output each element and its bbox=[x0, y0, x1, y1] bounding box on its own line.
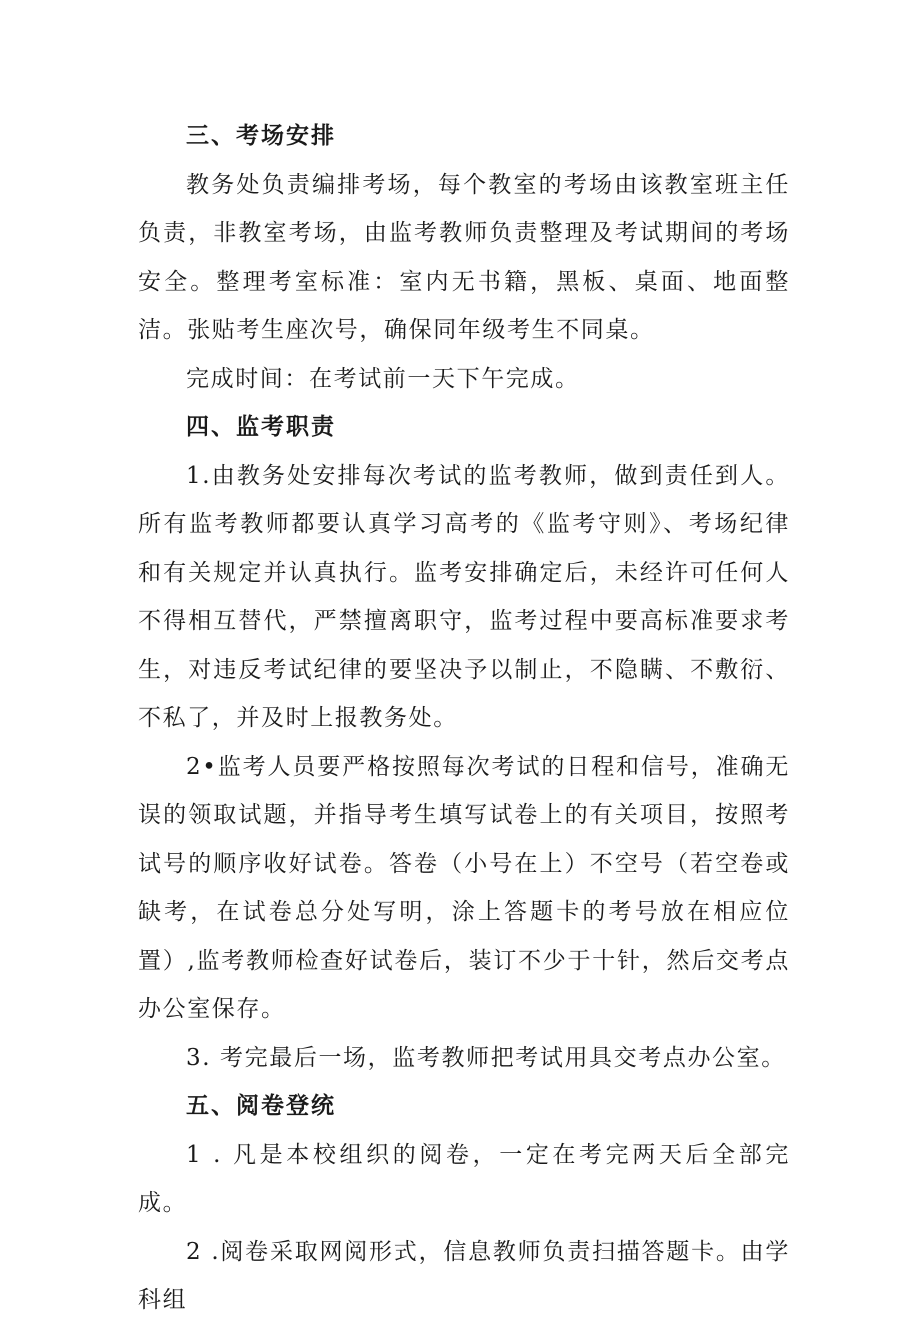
document-body bbox=[138, 112, 790, 1325]
section-heading: 五、阅卷登统 bbox=[186, 1092, 336, 1119]
section-heading: 四、监考职责 bbox=[186, 413, 336, 440]
paragraph: 1.由教务处安排每次考试的监考教师，做到责任到人。所有监考教师都要认真学习高考的《监考守则》、考场纪律和有关规定并认真执行。监考安排确定后，未经许可任何人不得相互替代，严禁擅离职守，监考过程中要高标准要求考生，对违反考试纪律的要坚决予以制止，不隐瞒、不敷衍、不私了，并及时上报教务处。 bbox=[138, 462, 790, 731]
paragraph: 2•监考人员要严格按照每次考试的日程和信号，准确无误的领取试题，并指导考生填写试卷上的有关项目，按照考试号的顺序收好试卷。答卷（小号在上）不空号（若空卷或缺考，在试卷总分处写明，涂上答题卡的考号放在相应位置）,监考教师检查好试卷后，装订不少于十针，然后交考点办公室保存。 bbox=[138, 753, 790, 1022]
paragraph: 1 . 凡是本校组织的阅卷，一定在考完两天后全部完成。 bbox=[138, 1141, 790, 1216]
paragraph: 完成时间：在考试前一天下午完成。 bbox=[186, 365, 580, 392]
section-heading: 三、考场安排 bbox=[186, 122, 336, 149]
paragraph: 2 .阅卷采取网阅形式，信息教师负责扫描答题卡。由学科组 bbox=[138, 1238, 790, 1313]
paragraph: 教务处负责编排考场，每个教室的考场由该教室班主任负责，非教室考场，由监考教师负责整理及考试期间的考场安全。整理考室标准：室内无书籍，黑板、桌面、地面整洁。张贴考生座次号，确保同年级考生不同桌。 bbox=[138, 171, 790, 343]
section-grading-statistics bbox=[138, 1082, 790, 1325]
section-proctor-duties bbox=[138, 403, 790, 1082]
paragraph: 3. 考完最后一场，监考教师把考试用具交考点办公室。 bbox=[186, 1044, 786, 1071]
section-exam-room-arrangement bbox=[138, 112, 790, 403]
